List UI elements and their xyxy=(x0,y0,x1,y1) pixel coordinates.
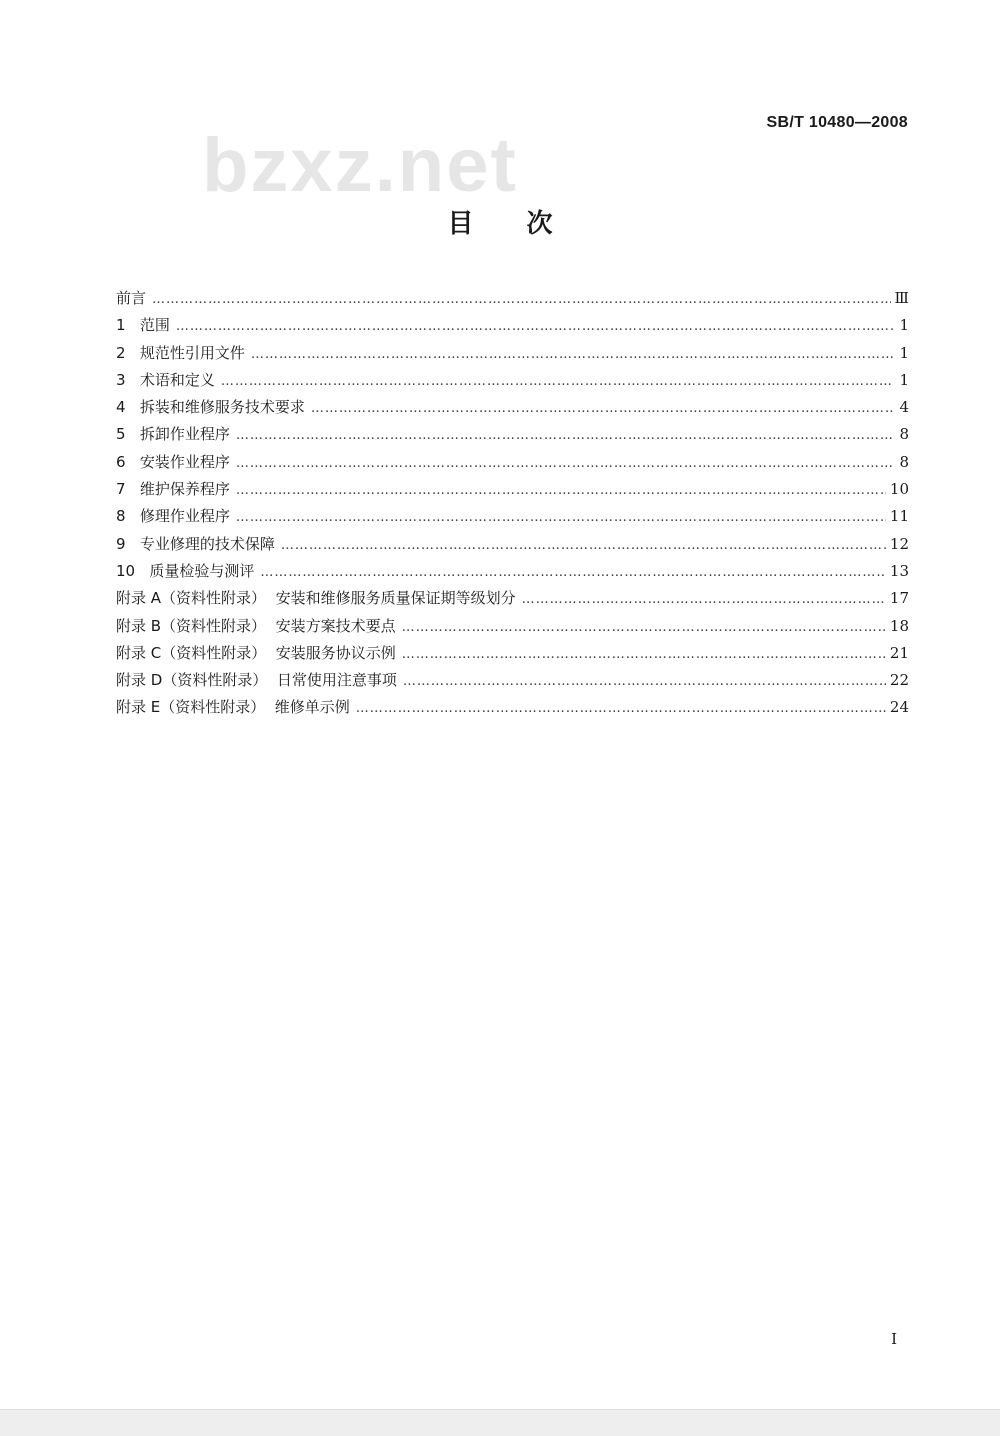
leader-dots xyxy=(152,292,891,307)
toc-entry-technical-support[interactable] xyxy=(116,533,909,560)
page-number: I xyxy=(891,1330,897,1348)
toc-entry-scope[interactable] xyxy=(116,314,909,341)
toc-entry-appendix-e[interactable] xyxy=(116,696,909,723)
leader-dots xyxy=(221,374,893,389)
toc-entry-page: 24 xyxy=(889,698,909,717)
toc-entry-page: 12 xyxy=(889,534,909,553)
leader-dots xyxy=(402,647,886,662)
toc-entry-label: 10 质量检验与测评 xyxy=(116,561,255,580)
leader-dots xyxy=(236,456,893,471)
toc-entry-label: 附录 C（资料性附录） 安装服务协议示例 xyxy=(116,643,396,662)
page-bottom-edge xyxy=(0,1409,1000,1436)
toc-entry-page: 10 xyxy=(889,480,909,499)
leader-dots xyxy=(522,592,886,607)
toc-entry-label: 3 术语和定义 xyxy=(116,370,215,389)
leader-dots xyxy=(236,428,893,443)
toc-entry-label: 9 专业修理的技术保障 xyxy=(116,534,275,553)
toc-entry-label: 附录 E（资料性附录） 维修单示例 xyxy=(116,698,350,717)
standard-code: SB/T 10480—2008 xyxy=(766,114,908,131)
toc-entry-repair[interactable] xyxy=(116,505,909,532)
table-of-contents xyxy=(116,287,909,724)
toc-entry-terms-definitions[interactable] xyxy=(116,369,909,396)
leader-dots xyxy=(403,674,886,689)
leader-dots xyxy=(311,401,893,416)
toc-entry-label: 前言 xyxy=(116,289,147,307)
leader-dots xyxy=(236,510,886,525)
watermark: bzxz.net xyxy=(202,123,518,208)
toc-entry-label: 5 拆卸作业程序 xyxy=(116,425,230,444)
toc-entry-foreword[interactable] xyxy=(116,287,909,314)
toc-entry-label: 4 拆装和维修服务技术要求 xyxy=(116,398,305,417)
toc-entry-appendix-b[interactable] xyxy=(116,615,909,642)
toc-entry-page: 13 xyxy=(889,561,909,580)
toc-entry-technical-requirements[interactable] xyxy=(116,396,909,423)
leader-dots xyxy=(251,347,893,362)
toc-entry-page: 4 xyxy=(899,398,909,417)
toc-entry-appendix-a[interactable] xyxy=(116,587,909,614)
leader-dots xyxy=(260,565,886,580)
toc-entry-quality-inspection[interactable] xyxy=(116,560,909,587)
toc-entry-page: 11 xyxy=(889,507,909,526)
toc-entry-label: 1 范围 xyxy=(116,316,170,335)
toc-entry-page: Ⅲ xyxy=(894,289,909,307)
leader-dots xyxy=(402,620,886,635)
toc-entry-page: 18 xyxy=(889,616,909,635)
toc-entry-maintenance[interactable] xyxy=(116,478,909,505)
toc-entry-label: 2 规范性引用文件 xyxy=(116,343,245,362)
toc-entry-page: 1 xyxy=(899,370,909,389)
toc-entry-page: 17 xyxy=(889,589,909,608)
toc-entry-page: 22 xyxy=(889,671,909,690)
toc-entry-page: 8 xyxy=(899,425,909,444)
toc-entry-page: 1 xyxy=(899,343,909,362)
toc-entry-label: 6 安装作业程序 xyxy=(116,452,230,471)
leader-dots xyxy=(356,701,886,716)
toc-entry-label: 8 修理作业程序 xyxy=(116,507,230,526)
toc-entry-page: 8 xyxy=(899,452,909,471)
toc-entry-label: 附录 D（资料性附录） 日常使用注意事项 xyxy=(116,671,397,690)
toc-entry-page: 21 xyxy=(889,643,909,662)
toc-title: 目 次 xyxy=(447,209,553,239)
toc-entry-label: 7 维护保养程序 xyxy=(116,480,230,499)
toc-entry-label: 附录 A（资料性附录） 安装和维修服务质量保证期等级划分 xyxy=(116,589,516,608)
toc-entry-installation[interactable] xyxy=(116,451,909,478)
toc-entry-normative-references[interactable] xyxy=(116,342,909,369)
toc-entry-page: 1 xyxy=(899,316,909,335)
leader-dots xyxy=(281,538,886,553)
toc-entry-disassembly[interactable] xyxy=(116,423,909,450)
leader-dots xyxy=(176,319,893,334)
leader-dots xyxy=(236,483,886,498)
toc-entry-label: 附录 B（资料性附录） 安装方案技术要点 xyxy=(116,616,396,635)
toc-entry-appendix-c[interactable] xyxy=(116,642,909,669)
toc-entry-appendix-d[interactable] xyxy=(116,669,909,696)
